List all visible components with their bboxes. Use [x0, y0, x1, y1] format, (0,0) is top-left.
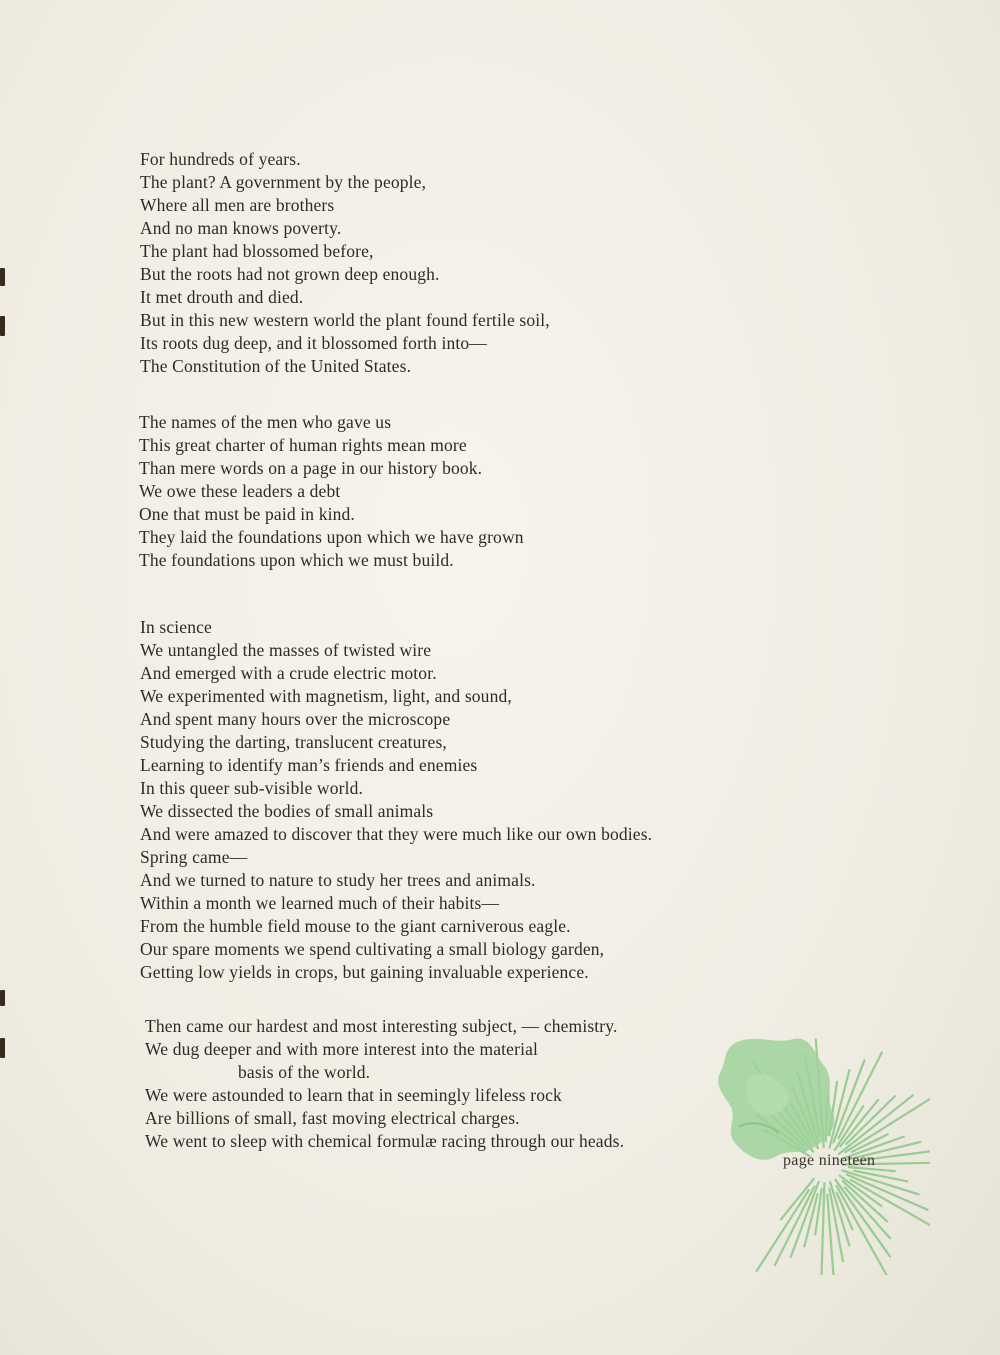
poem-line: And emerged with a crude electric motor.: [140, 663, 437, 683]
poem-line: They laid the foundations upon which we have grown: [139, 527, 524, 547]
pine-branch-icon: [675, 1015, 930, 1275]
poem-line: Spring came—: [140, 847, 248, 867]
binding-stitch: [0, 1038, 5, 1058]
poem-line: This great charter of human rights mean more: [139, 435, 467, 455]
poem-line: Than mere words on a page in our history book.: [139, 458, 483, 478]
poem-line: We dug deeper and with more interest into the material: [145, 1039, 539, 1059]
binding-stitch: [0, 268, 5, 286]
poem-line: Within a month we learned much of their habits—: [140, 893, 500, 913]
poem-line: Studying the darting, translucent creatures,: [140, 732, 447, 752]
page-number: page nineteen: [783, 1152, 876, 1169]
poem-line: We went to sleep with chemical formulæ racing through our heads.: [145, 1131, 625, 1151]
poem-line: Getting low yields in crops, but gaining invaluable experience.: [140, 962, 589, 982]
poem-line: And were amazed to discover that they were much like our own bodies.: [140, 824, 653, 844]
poem-line: And we turned to nature to study her trees and animals.: [140, 870, 536, 890]
poem-line: Learning to identify man’s friends and enemies: [140, 755, 478, 775]
poem-line: Its roots dug deep, and it blossomed forth into—: [140, 333, 487, 353]
poem-line: One that must be paid in kind.: [139, 504, 355, 524]
poem-line: But the roots had not grown deep enough.: [140, 264, 440, 284]
poem-line: Our spare moments we spend cultivating a small biology garden,: [140, 939, 605, 959]
poem-line: The names of the men who gave us: [139, 412, 392, 432]
binding-stitch: [0, 990, 5, 1006]
poem-line: Are billions of small, fast moving electrical charges.: [145, 1108, 520, 1128]
poem-line: But in this new western world the plant found fertile soil,: [140, 310, 550, 330]
poem-line: We owe these leaders a debt: [139, 481, 341, 501]
poem-line: In this queer sub-visible world.: [140, 778, 364, 798]
poem-line: And no man knows poverty.: [140, 218, 342, 238]
poem-line: The plant? A government by the people,: [140, 172, 427, 192]
poem-line: We were astounded to learn that in seemingly lifeless rock: [145, 1085, 562, 1105]
poem-line: The foundations upon which we must build.: [139, 550, 454, 570]
poem-line: We experimented with magnetism, light, and sound,: [140, 686, 512, 706]
poem-line: The plant had blossomed before,: [140, 241, 374, 261]
poem-line: We untangled the masses of twisted wire: [140, 640, 432, 660]
poem-line: It met drouth and died.: [140, 287, 304, 307]
poem-line: Then came our hardest and most interesting subject, — chemistry.: [145, 1016, 618, 1036]
binding-stitch: [0, 316, 5, 336]
poem-line: We dissected the bodies of small animals: [140, 801, 434, 821]
poem-line: And spent many hours over the microscope: [140, 709, 451, 729]
poem-line: From the humble field mouse to the giant carniverous eagle.: [140, 916, 571, 936]
poem-line: basis of the world.: [238, 1062, 371, 1082]
poem-line: In science: [140, 617, 212, 637]
poem-line: The Constitution of the United States.: [140, 356, 412, 376]
poem-line: Where all men are brothers: [140, 195, 335, 215]
poem-line: For hundreds of years.: [140, 149, 301, 169]
